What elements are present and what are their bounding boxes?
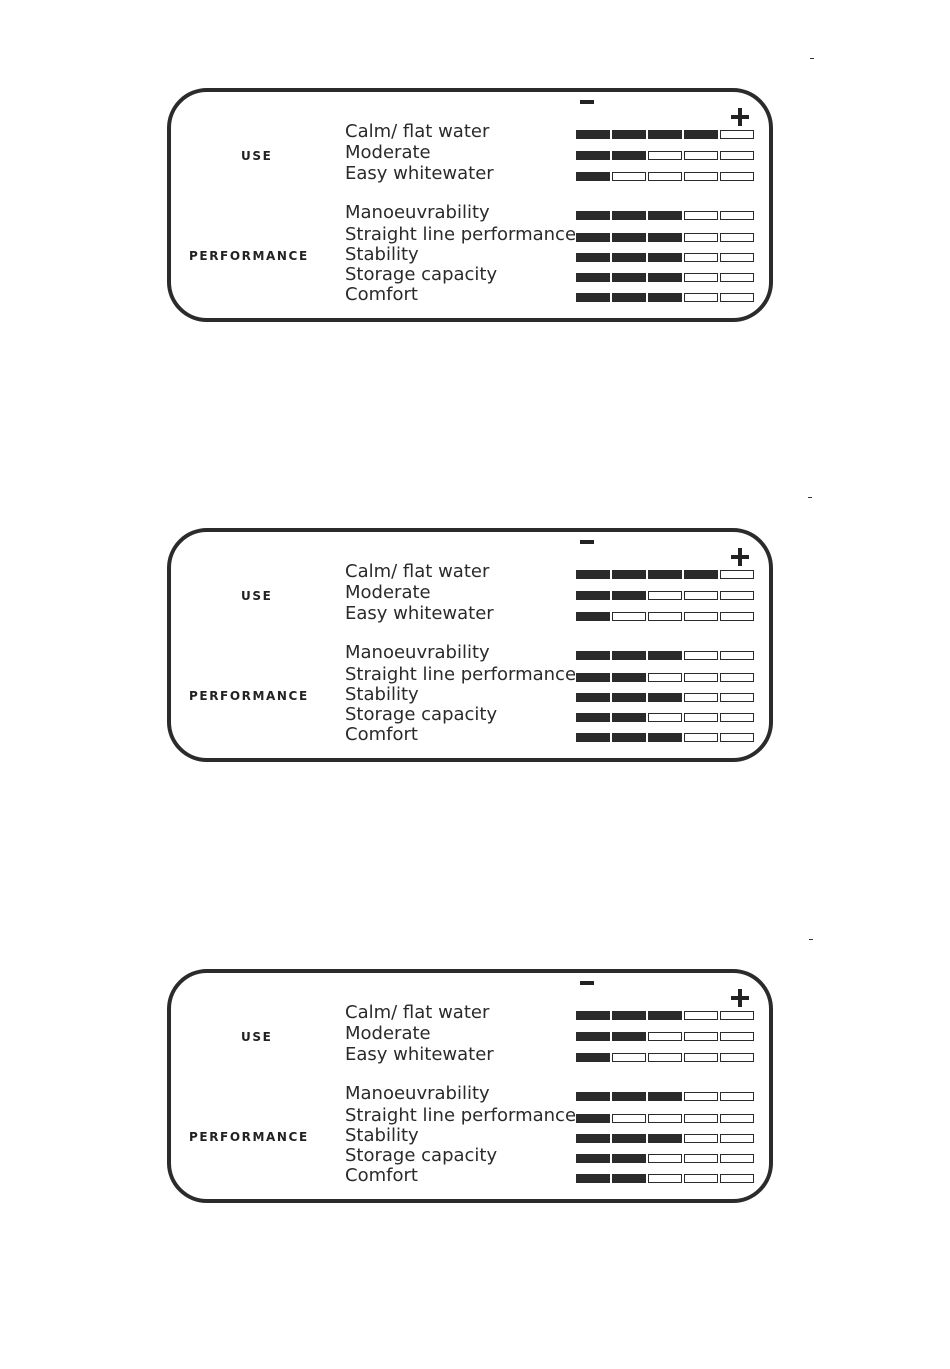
rating-segment-filled [612, 130, 646, 139]
rating-segment-empty [720, 1011, 754, 1020]
use-category-label: USE [241, 1030, 273, 1044]
rating-segment-empty [684, 253, 718, 262]
rating-label: Manoeuvrability [345, 202, 490, 223]
rating-segment-empty [720, 1032, 754, 1041]
rating-bar [576, 673, 754, 682]
rating-label: Stability [345, 1125, 419, 1146]
rating-segment-filled [612, 1134, 646, 1143]
rating-segment-filled [612, 273, 646, 282]
rating-segment-filled [648, 293, 682, 302]
rating-segment-empty [612, 172, 646, 181]
rating-bar [576, 1134, 754, 1143]
rating-segment-empty [720, 733, 754, 742]
rating-segment-filled [576, 273, 610, 282]
rating-segment-empty [720, 1114, 754, 1123]
rating-segment-empty [720, 1134, 754, 1143]
rating-segment-empty [684, 693, 718, 702]
rating-bar [576, 130, 754, 139]
rating-segment-empty [720, 651, 754, 660]
rating-bar [576, 211, 754, 220]
rating-segment-filled [576, 253, 610, 262]
rating-segment-filled [576, 1053, 610, 1062]
rating-label: Storage capacity [345, 1145, 498, 1166]
rating-panel [167, 528, 773, 762]
rating-segment-filled [576, 1154, 610, 1163]
rating-segment-empty [648, 713, 682, 722]
rating-segment-filled [648, 273, 682, 282]
rating-label: Stability [345, 684, 419, 705]
rating-segment-filled [576, 1174, 610, 1183]
rating-segment-empty [612, 1053, 646, 1062]
rating-bar [576, 1092, 754, 1101]
rating-segment-empty [720, 211, 754, 220]
rating-segment-empty [720, 130, 754, 139]
rating-label: Moderate [345, 142, 431, 163]
rating-bar [576, 233, 754, 242]
rating-label: Manoeuvrability [345, 642, 490, 663]
rating-label: Comfort [345, 1165, 418, 1186]
rating-label: Straight line performance [345, 664, 577, 685]
rating-segment-empty [612, 612, 646, 621]
rating-segment-empty [684, 1092, 718, 1101]
rating-segment-filled [576, 211, 610, 220]
rating-segment-empty [684, 733, 718, 742]
rating-segment-empty [720, 1092, 754, 1101]
corner-tick-1 [810, 58, 814, 59]
rating-segment-filled [576, 1011, 610, 1020]
rating-segment-filled [576, 612, 610, 621]
rating-bar [576, 1032, 754, 1041]
rating-bar [576, 1011, 754, 1020]
rating-segment-filled [612, 1092, 646, 1101]
rating-label: Calm/ flat water [345, 1002, 490, 1023]
rating-segment-filled [612, 293, 646, 302]
rating-segment-filled [576, 570, 610, 579]
rating-label: Comfort [345, 724, 418, 745]
rating-label: Calm/ flat water [345, 121, 490, 142]
rating-bar [576, 273, 754, 282]
rating-segment-empty [720, 172, 754, 181]
rating-segment-empty [720, 591, 754, 600]
rating-label: Comfort [345, 284, 418, 305]
rating-label: Stability [345, 244, 419, 265]
rating-segment-filled [612, 211, 646, 220]
rating-segment-filled [576, 1134, 610, 1143]
rating-segment-empty [648, 1053, 682, 1062]
rating-bar [576, 1174, 754, 1183]
rating-panel [167, 969, 773, 1203]
rating-segment-filled [612, 651, 646, 660]
rating-bar [576, 612, 754, 621]
performance-category-label: PERFORMANCE [189, 249, 309, 263]
rating-label: Calm/ flat water [345, 561, 490, 582]
rating-segment-filled [576, 151, 610, 160]
rating-segment-filled [576, 1032, 610, 1041]
rating-segment-empty [648, 1174, 682, 1183]
rating-segment-filled [612, 1011, 646, 1020]
rating-segment-filled [576, 130, 610, 139]
rating-segment-filled [612, 570, 646, 579]
rating-segment-empty [684, 612, 718, 621]
rating-segment-filled [648, 1011, 682, 1020]
rating-label: Storage capacity [345, 264, 498, 285]
rating-segment-empty [684, 1114, 718, 1123]
rating-segment-filled [612, 1154, 646, 1163]
rating-segment-filled [648, 253, 682, 262]
rating-segment-filled [612, 591, 646, 600]
rating-label: Moderate [345, 582, 431, 603]
rating-segment-filled [576, 293, 610, 302]
rating-segment-empty [684, 1134, 718, 1143]
corner-tick-3 [809, 939, 813, 940]
performance-category-label: PERFORMANCE [189, 1130, 309, 1144]
rating-segment-empty [684, 1154, 718, 1163]
rating-bar [576, 293, 754, 302]
rating-segment-filled [612, 713, 646, 722]
rating-label: Straight line performance [345, 224, 577, 245]
rating-segment-empty [684, 211, 718, 220]
minus-icon [580, 540, 594, 544]
rating-label: Storage capacity [345, 704, 498, 725]
rating-bar [576, 693, 754, 702]
rating-bar [576, 1114, 754, 1123]
rating-segment-empty [720, 151, 754, 160]
rating-segment-empty [684, 1011, 718, 1020]
rating-segment-filled [576, 233, 610, 242]
rating-segment-filled [576, 1114, 610, 1123]
rating-segment-empty [684, 1174, 718, 1183]
rating-label: Easy whitewater [345, 163, 494, 184]
rating-segment-empty [648, 151, 682, 160]
rating-segment-filled [648, 570, 682, 579]
rating-segment-filled [648, 130, 682, 139]
rating-segment-filled [612, 693, 646, 702]
rating-segment-filled [648, 693, 682, 702]
rating-label: Moderate [345, 1023, 431, 1044]
rating-segment-filled [648, 1134, 682, 1143]
rating-segment-filled [648, 211, 682, 220]
rating-segment-filled [648, 651, 682, 660]
rating-segment-filled [684, 130, 718, 139]
rating-segment-empty [612, 1114, 646, 1123]
rating-segment-filled [648, 733, 682, 742]
rating-segment-empty [648, 1154, 682, 1163]
rating-label: Straight line performance [345, 1105, 577, 1126]
rating-segment-empty [720, 673, 754, 682]
performance-category-label: PERFORMANCE [189, 689, 309, 703]
rating-bar [576, 1053, 754, 1062]
rating-segment-empty [720, 253, 754, 262]
rating-segment-filled [612, 151, 646, 160]
rating-segment-filled [576, 172, 610, 181]
rating-segment-empty [720, 612, 754, 621]
rating-segment-filled [648, 1092, 682, 1101]
rating-bar [576, 253, 754, 262]
rating-segment-empty [648, 172, 682, 181]
rating-segment-filled [612, 673, 646, 682]
rating-segment-empty [684, 233, 718, 242]
rating-segment-filled [576, 591, 610, 600]
rating-panel [167, 88, 773, 322]
rating-segment-filled [612, 733, 646, 742]
minus-icon [580, 100, 594, 104]
rating-segment-filled [612, 253, 646, 262]
rating-segment-empty [684, 673, 718, 682]
rating-segment-filled [576, 693, 610, 702]
use-category-label: USE [241, 589, 273, 603]
rating-bar [576, 172, 754, 181]
minus-icon [580, 981, 594, 985]
rating-bar [576, 151, 754, 160]
plus-icon [731, 989, 749, 1007]
rating-segment-empty [684, 713, 718, 722]
rating-segment-filled [576, 733, 610, 742]
plus-icon [731, 548, 749, 566]
rating-segment-filled [576, 651, 610, 660]
rating-segment-filled [612, 1032, 646, 1041]
rating-segment-empty [648, 1032, 682, 1041]
rating-segment-filled [576, 673, 610, 682]
rating-segment-empty [648, 1114, 682, 1123]
rating-segment-filled [684, 570, 718, 579]
rating-segment-empty [648, 673, 682, 682]
use-category-label: USE [241, 149, 273, 163]
rating-segment-filled [576, 1092, 610, 1101]
rating-bar [576, 651, 754, 660]
rating-segment-empty [720, 1053, 754, 1062]
rating-bar [576, 1154, 754, 1163]
rating-bar [576, 733, 754, 742]
rating-segment-empty [684, 1032, 718, 1041]
rating-segment-empty [720, 273, 754, 282]
rating-segment-filled [612, 1174, 646, 1183]
rating-bar [576, 570, 754, 579]
rating-segment-filled [576, 713, 610, 722]
rating-segment-empty [684, 172, 718, 181]
rating-segment-filled [648, 233, 682, 242]
rating-segment-empty [648, 612, 682, 621]
rating-segment-empty [720, 1174, 754, 1183]
rating-segment-empty [720, 233, 754, 242]
rating-segment-empty [648, 591, 682, 600]
rating-segment-empty [720, 293, 754, 302]
rating-bar [576, 713, 754, 722]
rating-segment-empty [720, 570, 754, 579]
rating-segment-empty [720, 1154, 754, 1163]
rating-segment-empty [684, 591, 718, 600]
rating-bar [576, 591, 754, 600]
rating-segment-empty [720, 713, 754, 722]
rating-label: Easy whitewater [345, 603, 494, 624]
plus-icon [731, 108, 749, 126]
rating-segment-empty [684, 293, 718, 302]
rating-segment-empty [720, 693, 754, 702]
corner-tick-2 [808, 497, 812, 498]
rating-segment-filled [612, 233, 646, 242]
rating-label: Manoeuvrability [345, 1083, 490, 1104]
rating-label: Easy whitewater [345, 1044, 494, 1065]
rating-segment-empty [684, 151, 718, 160]
rating-segment-empty [684, 273, 718, 282]
rating-segment-empty [684, 1053, 718, 1062]
rating-segment-empty [684, 651, 718, 660]
